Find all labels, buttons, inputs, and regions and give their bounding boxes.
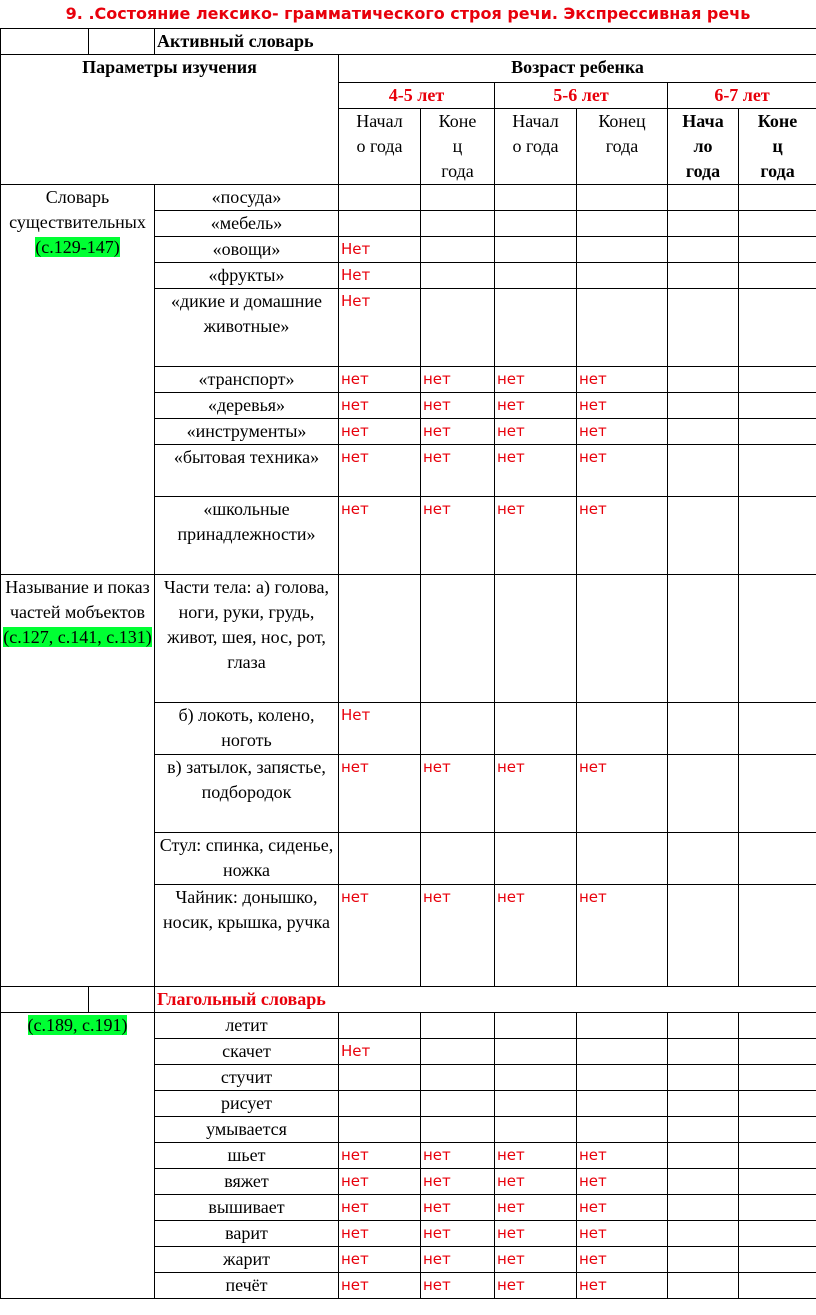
empty-cell <box>668 1143 739 1169</box>
period-end-4-5: Коне ц года <box>421 109 495 185</box>
mark-cell: нет <box>421 497 495 575</box>
mark-cell <box>421 211 495 237</box>
mark-cell <box>421 833 495 885</box>
empty-cell <box>739 393 816 419</box>
mark-cell <box>577 1117 668 1143</box>
item-label: стучит <box>155 1065 339 1091</box>
mark-cell: нет <box>495 419 577 445</box>
mark-cell <box>495 185 577 211</box>
mark-cell <box>339 1065 421 1091</box>
empty-cell <box>739 575 816 703</box>
mark-cell: нет <box>339 367 421 393</box>
empty-cell <box>668 497 739 575</box>
empty-cell <box>668 1091 739 1117</box>
mark-cell <box>421 185 495 211</box>
mark-cell: нет <box>421 1273 495 1299</box>
empty-cell <box>668 1273 739 1299</box>
item-label: умывается <box>155 1117 339 1143</box>
mark-cell <box>339 1117 421 1143</box>
empty-cell <box>668 1039 739 1065</box>
mark-cell <box>495 833 577 885</box>
mark-cell <box>495 575 577 703</box>
table-row <box>1 185 816 211</box>
mark-cell <box>421 1091 495 1117</box>
mark-cell: нет <box>339 885 421 987</box>
section-active-vocabulary: Активный словарь <box>155 29 816 55</box>
item-label: «посуда» <box>155 185 339 211</box>
mark-cell <box>577 289 668 367</box>
mark-cell: нет <box>495 1247 577 1273</box>
mark-cell: нет <box>421 393 495 419</box>
empty-cell <box>739 1143 816 1169</box>
mark-cell: нет <box>421 419 495 445</box>
empty-cell <box>739 211 816 237</box>
mark-cell: нет <box>495 885 577 987</box>
mark-cell: Нет <box>339 1039 421 1065</box>
empty-cell <box>739 703 816 755</box>
item-label: «мебель» <box>155 211 339 237</box>
empty-cell <box>739 1039 816 1065</box>
item-label: «бытовая техника» <box>155 445 339 497</box>
mark-cell <box>577 237 668 263</box>
item-label: «овощи» <box>155 237 339 263</box>
item-label: в) затылок, запястье, подбородок <box>155 755 339 833</box>
empty-cell <box>668 1013 739 1039</box>
empty-cell <box>739 1195 816 1221</box>
age-group-6-7: 6-7 лет <box>668 83 816 109</box>
mark-cell <box>495 211 577 237</box>
mark-cell: Нет <box>339 289 421 367</box>
mark-cell <box>495 1117 577 1143</box>
empty-cell <box>739 367 816 393</box>
item-label: вяжет <box>155 1169 339 1195</box>
mark-cell: нет <box>421 1143 495 1169</box>
mark-cell <box>421 289 495 367</box>
item-label: «дикие и домашние животные» <box>155 289 339 367</box>
mark-cell <box>495 1065 577 1091</box>
item-label: Части тела: а) голова, ноги, руки, грудь, живот, шея, нос, рот, глаза <box>155 575 339 703</box>
period-start-4-5: Начал о года <box>339 109 421 185</box>
mark-cell <box>577 833 668 885</box>
empty-cell <box>668 367 739 393</box>
mark-cell: нет <box>421 367 495 393</box>
speech-assessment-table <box>0 28 816 1299</box>
mark-cell: нет <box>495 1195 577 1221</box>
empty-cell <box>739 185 816 211</box>
mark-cell: нет <box>339 393 421 419</box>
mark-cell <box>495 263 577 289</box>
group-label: Называние и показ частей мобъектов <box>5 577 150 622</box>
empty-cell <box>739 237 816 263</box>
mark-cell: нет <box>577 1273 668 1299</box>
mark-cell: нет <box>495 1221 577 1247</box>
empty-cell <box>668 1065 739 1091</box>
item-label: «деревья» <box>155 393 339 419</box>
mark-cell <box>577 1065 668 1091</box>
mark-cell: нет <box>577 445 668 497</box>
item-label: скачет <box>155 1039 339 1065</box>
age-group-4-5: 4-5 лет <box>339 83 495 109</box>
mark-cell: нет <box>495 1143 577 1169</box>
item-label: «инструменты» <box>155 419 339 445</box>
mark-cell <box>577 575 668 703</box>
period-end-5-6: Конец года <box>577 109 668 185</box>
mark-cell: нет <box>577 393 668 419</box>
empty-cell <box>739 419 816 445</box>
age-group-5-6: 5-6 лет <box>495 83 668 109</box>
empty-cell <box>739 263 816 289</box>
mark-cell <box>421 703 495 755</box>
empty-cell <box>668 755 739 833</box>
empty-cell <box>739 1247 816 1273</box>
item-label: варит <box>155 1221 339 1247</box>
empty-cell <box>739 289 816 367</box>
item-label: жарит <box>155 1247 339 1273</box>
empty-cell <box>739 1273 816 1299</box>
mark-cell: нет <box>495 755 577 833</box>
item-label: б) локоть, колено, ноготь <box>155 703 339 755</box>
empty-cell <box>739 1091 816 1117</box>
empty-cell <box>739 445 816 497</box>
group-nouns <box>1 185 155 575</box>
mark-cell <box>495 1013 577 1039</box>
item-label: Стул: спинка, сиденье, ножка <box>155 833 339 885</box>
item-label: рисует <box>155 1091 339 1117</box>
mark-cell <box>577 211 668 237</box>
empty-cell <box>739 833 816 885</box>
empty-cell <box>739 497 816 575</box>
item-label: летит <box>155 1013 339 1039</box>
empty-cell <box>668 211 739 237</box>
empty-cell <box>668 1221 739 1247</box>
page-title: 9. .Состояние лексико- грамматического строя речи. Экспрессивная речь <box>65 4 751 23</box>
empty-cell <box>668 237 739 263</box>
mark-cell <box>495 703 577 755</box>
empty-cell <box>668 1169 739 1195</box>
empty-cell <box>739 1169 816 1195</box>
item-label: шьет <box>155 1143 339 1169</box>
mark-cell: нет <box>577 755 668 833</box>
mark-cell: нет <box>495 367 577 393</box>
mark-cell: нет <box>495 1273 577 1299</box>
page-reference: (с.129-147) <box>35 237 120 257</box>
mark-cell <box>495 1091 577 1117</box>
mark-cell <box>421 1065 495 1091</box>
mark-cell <box>577 185 668 211</box>
period-start-6-7: Нача ло года <box>668 109 739 185</box>
empty-cell <box>668 185 739 211</box>
mark-cell: нет <box>577 1169 668 1195</box>
mark-cell: нет <box>339 1273 421 1299</box>
item-label: «транспорт» <box>155 367 339 393</box>
mark-cell <box>421 237 495 263</box>
mark-cell: Нет <box>339 703 421 755</box>
mark-cell: нет <box>577 367 668 393</box>
mark-cell: нет <box>577 1247 668 1273</box>
mark-cell: нет <box>339 497 421 575</box>
empty-cell <box>739 1117 816 1143</box>
empty-cell <box>668 703 739 755</box>
age-header: Возраст ребенка <box>339 55 816 83</box>
empty-cell <box>668 1195 739 1221</box>
mark-cell <box>421 575 495 703</box>
mark-cell <box>339 833 421 885</box>
mark-cell <box>577 263 668 289</box>
mark-cell: нет <box>495 393 577 419</box>
mark-cell: нет <box>577 419 668 445</box>
mark-cell: нет <box>421 885 495 987</box>
mark-cell <box>495 237 577 263</box>
mark-cell: нет <box>339 1221 421 1247</box>
mark-cell: нет <box>421 1169 495 1195</box>
mark-cell <box>577 703 668 755</box>
mark-cell: нет <box>339 1169 421 1195</box>
mark-cell: нет <box>577 497 668 575</box>
empty-cell <box>668 263 739 289</box>
empty-cell <box>739 1065 816 1091</box>
item-label: «школьные принадлежности» <box>155 497 339 575</box>
mark-cell: нет <box>577 1195 668 1221</box>
empty-cell <box>668 289 739 367</box>
empty-cell <box>739 1221 816 1247</box>
mark-cell: нет <box>421 1221 495 1247</box>
empty-cell <box>739 1013 816 1039</box>
mark-cell <box>339 1013 421 1039</box>
mark-cell: нет <box>421 1247 495 1273</box>
mark-cell <box>421 1039 495 1065</box>
group-verbs <box>1 1013 155 1299</box>
empty-cell <box>739 885 816 987</box>
mark-cell: нет <box>421 1195 495 1221</box>
mark-cell <box>339 185 421 211</box>
mark-cell <box>421 1117 495 1143</box>
mark-cell: нет <box>421 445 495 497</box>
period-start-5-6: Начал о года <box>495 109 577 185</box>
empty-cell <box>668 833 739 885</box>
mark-cell: нет <box>495 445 577 497</box>
item-label: Чайник: донышко, носик, крышка, ручка <box>155 885 339 987</box>
empty-cell <box>668 445 739 497</box>
group-parts <box>1 575 155 987</box>
mark-cell <box>421 1013 495 1039</box>
mark-cell <box>339 575 421 703</box>
item-label: «фрукты» <box>155 263 339 289</box>
mark-cell: нет <box>339 1143 421 1169</box>
empty-cell <box>668 575 739 703</box>
mark-cell: нет <box>339 1195 421 1221</box>
empty-cell <box>668 393 739 419</box>
empty-cell <box>668 419 739 445</box>
mark-cell <box>577 1091 668 1117</box>
mark-cell: нет <box>495 497 577 575</box>
empty-cell <box>739 755 816 833</box>
mark-cell <box>495 289 577 367</box>
mark-cell <box>495 1039 577 1065</box>
mark-cell: нет <box>339 755 421 833</box>
page-reference: (с.189, с.191) <box>27 1015 128 1035</box>
page-reference: (с.127, с.141, с.131) <box>3 627 152 647</box>
empty-cell <box>668 1117 739 1143</box>
item-label: печёт <box>155 1273 339 1299</box>
mark-cell: нет <box>339 445 421 497</box>
mark-cell: нет <box>577 885 668 987</box>
mark-cell <box>577 1013 668 1039</box>
empty-cell <box>668 1247 739 1273</box>
mark-cell <box>577 1039 668 1065</box>
mark-cell: Нет <box>339 263 421 289</box>
table-row <box>1 1013 816 1039</box>
mark-cell <box>421 263 495 289</box>
mark-cell: нет <box>577 1143 668 1169</box>
period-end-6-7: Коне ц года <box>739 109 816 185</box>
params-header: Параметры изучения <box>1 55 339 185</box>
section-verb-vocabulary: Глагольный словарь <box>155 987 816 1013</box>
mark-cell: нет <box>577 1221 668 1247</box>
empty-cell <box>668 885 739 987</box>
mark-cell <box>339 211 421 237</box>
table-row <box>1 575 816 703</box>
mark-cell: нет <box>495 1169 577 1195</box>
mark-cell: нет <box>339 419 421 445</box>
mark-cell: нет <box>339 1247 421 1273</box>
mark-cell: нет <box>421 755 495 833</box>
mark-cell <box>339 1091 421 1117</box>
mark-cell: Нет <box>339 237 421 263</box>
item-label: вышивает <box>155 1195 339 1221</box>
group-label: Словарь существительных <box>9 187 146 232</box>
